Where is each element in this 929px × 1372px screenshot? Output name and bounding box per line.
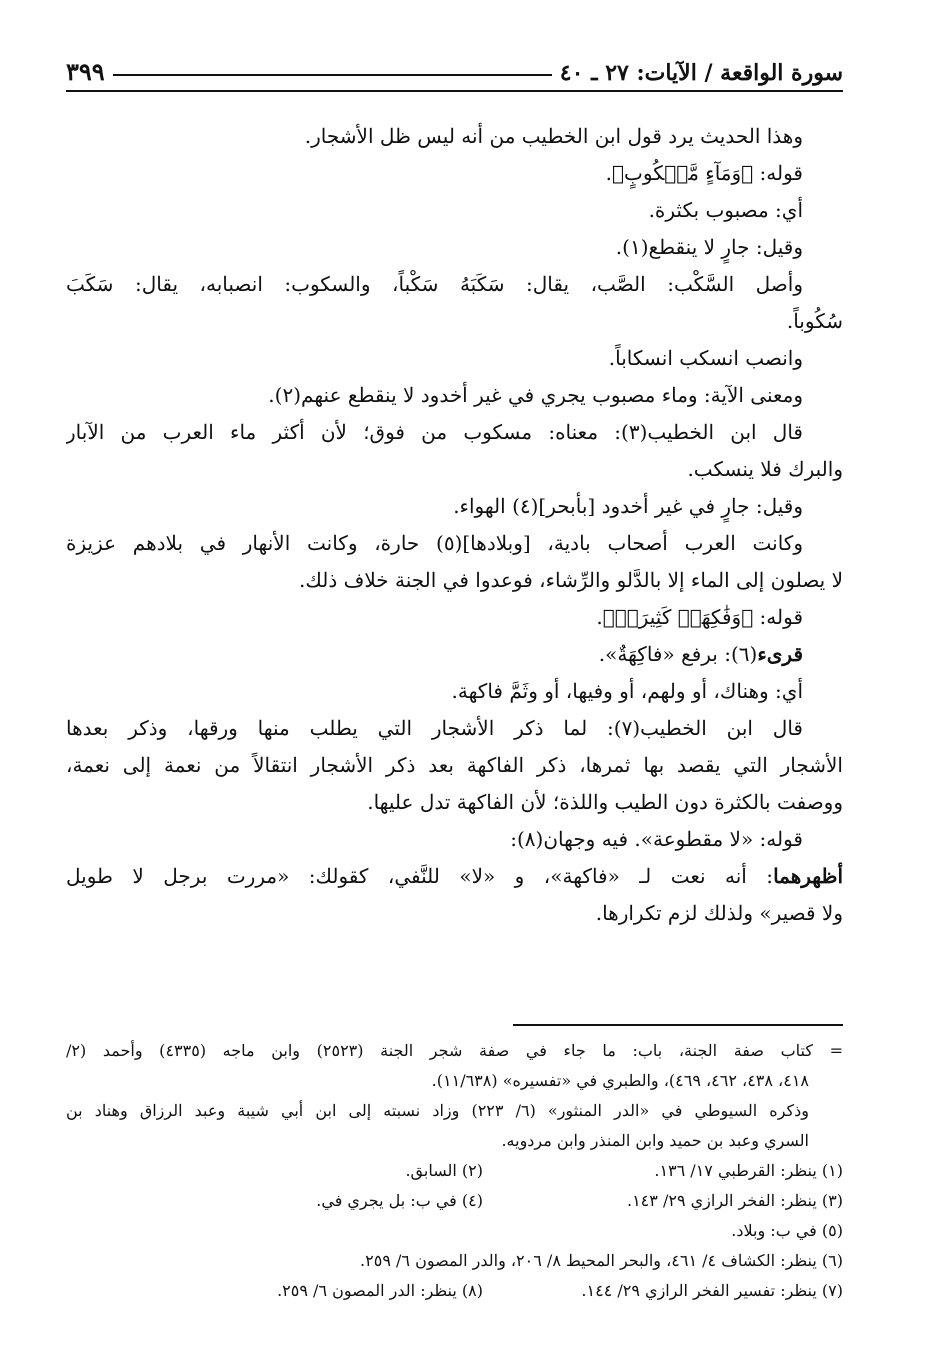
text-line: وقيل: جارٍ في غير أخدود [بأبحر](٤) الهواء.	[453, 494, 803, 518]
surah-title: سورة الواقعة / الآيات: ٢٧ ـ ٤٠	[559, 60, 843, 86]
footnote-line: = كتاب صفة الجنة، باب: ما جاء في صفة شجر الجنة (٢٥٢٣) وابن ماجه (٤٣٣٥) وأحمد (٢/	[66, 1041, 843, 1060]
footnote-item: (٢) السابق.	[405, 1161, 483, 1180]
bold-lead: أظهرهما	[773, 864, 843, 888]
footnote-line: ٤١٨، ٤٣٨، ٤٦٢، ٤٦٩)، والطبري في «تفسيره» (١١/٦٣٨).	[431, 1071, 809, 1090]
text-line: قوله: «لا مقطوعة». فيه وجهان(٨):	[510, 827, 803, 851]
footnotes	[66, 1036, 843, 1306]
text-line: أي: مصبوب بكثرة.	[648, 198, 803, 222]
footnote-item: (٤) في ب: بل يجري في.	[316, 1191, 483, 1210]
footnote-item: (١) ينظر: القرطبي ١٧/ ١٣٦.	[654, 1161, 843, 1180]
text-line: ومعنى الآية: وماء مصبوب يجري في غير أخدود لا ينقطع عنهم(٢).	[268, 383, 803, 407]
text-line: وكانت العرب أصحاب بادية، [وبلادها](٥) حارة، وكانت الأنهار في بلادهم عزيزة	[66, 531, 803, 555]
text-line: ولا قصير» ولذلك لزم تكرارها.	[595, 901, 843, 925]
footnote-item: (٦) ينظر: الكشاف ٤/ ٤٦١، والبحر المحيط ٨/ ٢٠٦، والدر المصون ٦/ ٢٥٩.	[360, 1251, 843, 1270]
text-line: الأشجار التي يقصد بها ثمرها، ذكر الفاكهة بعد ذكر الأشجار انتقالاً من نعمة إلى نعمة،	[66, 753, 843, 777]
text-line: وأصل السَّكْب: الصَّب، يقال: سَكَبَهُ سَكْباً، والسكوب: انصبابه، يقال: سَكَبَ	[66, 272, 803, 296]
text-line: قوله: ﴿وَفَٰكِهَةٖ كَثِيرَةٖ﴾.	[596, 605, 803, 629]
footnote-row	[66, 1276, 843, 1306]
text-line: قال ابن الخطيب(٣): معناه: مسكوب من فوق؛ لأن أكثر ماء العرب من الآبار	[66, 420, 803, 444]
footnote-separator	[513, 1024, 843, 1026]
footnote-item: (٥) في ب: وبلاد.	[731, 1221, 843, 1240]
body-text	[66, 118, 843, 932]
text-line: قال ابن الخطيب(٧): لما ذكر الأشجار التي يطلب منها ورقها، وذكر بعدها	[66, 716, 803, 740]
footnote-line: السري وعبد بن حميد وابن المنذر وابن مردويه.	[501, 1131, 809, 1150]
text-line: لا يصلون إلى الماء إلا بالدَّلو والرِّشاء، فوعدوا في الجنة خلاف ذلك.	[299, 568, 843, 592]
footnote-row	[66, 1156, 843, 1186]
text-line: قوله: ﴿وَمَآءٍ مَّسۡكُوبٍ﴾.	[605, 161, 803, 185]
line-rest: : أنه نعت لـ «فاكهة»، و «لا» للنَّفي، كقولك: «مررت برجل لا طويل	[66, 864, 774, 888]
line-rest: (٦): برفع «فاكِهَةٌ».	[598, 642, 758, 666]
header-rule	[113, 74, 552, 76]
text-line: وهذا الحديث يرد قول ابن الخطيب من أنه ليس ظل الأشجار.	[304, 124, 803, 148]
footnote-item: (٨) ينظر: الدر المصون ٦/ ٢٥٩.	[277, 1281, 483, 1300]
footnote-item: (٧) ينظر: تفسير الفخر الرازي ٢٩/ ١٤٤.	[581, 1281, 843, 1300]
footnote-row	[66, 1186, 843, 1216]
text-line	[66, 636, 843, 673]
page-number: ٣٩٩	[66, 57, 105, 86]
text-line: أي: وهناك، أو ولهم، أو وفيها، أو وثَمَّ فاكهة.	[451, 679, 803, 703]
text-line: والبرك فلا ينسكب.	[687, 457, 843, 481]
text-line: وقيل: جارٍ لا ينقطع(١).	[615, 235, 803, 259]
text-line: سُكُوباً.	[786, 309, 843, 333]
footnote-line: وذكره السيوطي في «الدر المنثور» (٦/ ٢٢٣) وزاد نسبته إلى ابن أبي شيبة وعبد الرزاق وهناد بن	[66, 1101, 809, 1120]
text-line: ووصفت بالكثرة دون الطيب واللذة؛ لأن الفاكهة تدل عليها.	[367, 790, 843, 814]
footnote-item: (٣) ينظر: الفخر الرازي ٢٩/ ١٤٣.	[626, 1191, 843, 1210]
text-line: وانصب انسكب انسكاباً.	[608, 346, 803, 370]
page-header	[66, 40, 843, 92]
bold-lead: قرىء	[757, 642, 803, 666]
text-line	[66, 858, 843, 895]
